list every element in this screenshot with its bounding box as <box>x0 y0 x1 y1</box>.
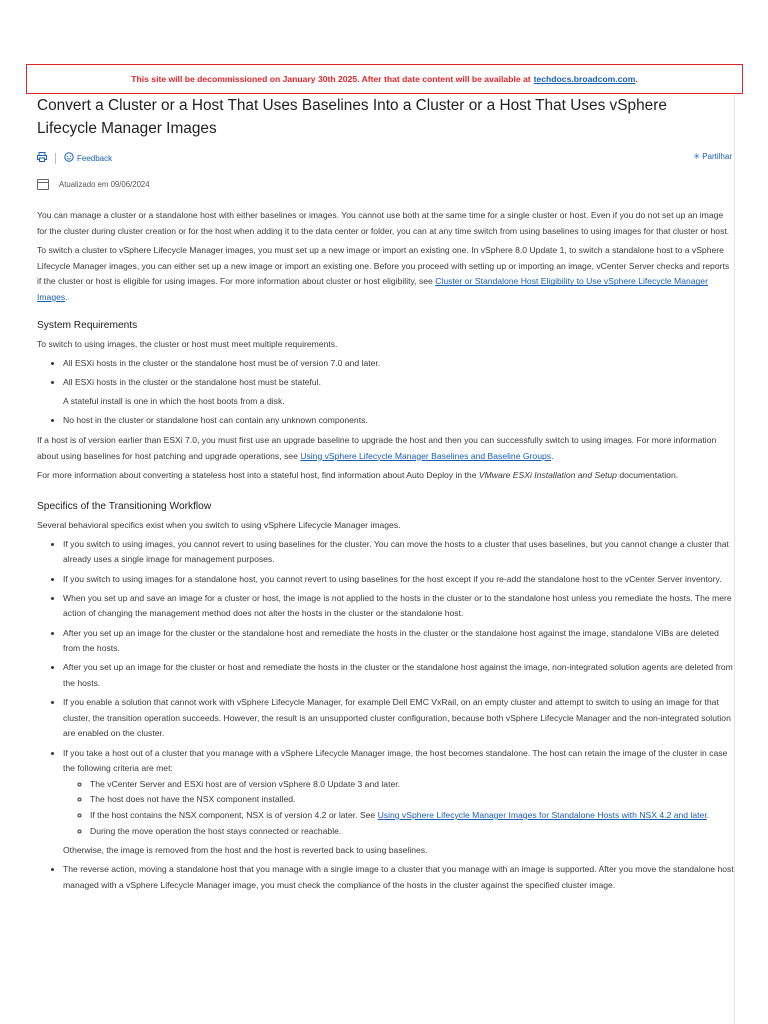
list-item: • No host in the cluster or standalone host can contain any unknown components. <box>63 413 734 429</box>
calendar-icon <box>37 179 49 190</box>
install-guide-title: VMware ESXi Installation and Setup <box>478 470 617 481</box>
decommission-banner <box>26 64 743 94</box>
feedback-icon[interactable] <box>64 152 74 164</box>
nsx-link[interactable]: Using vSphere Lifecycle Manager Images for Standalone Hosts with NSX 4.2 and later <box>377 809 707 820</box>
list-item: • If you switch to using images for a standalone host, you cannot revert to using baselines for the host except if you re-add the standalone host to the vCenter Server inventory. <box>63 572 734 588</box>
list-item: • If you switch to using images, you cannot revert to using baselines for the cluster. You can move the hosts to a cluster that uses baselines, but you cannot change a cluster that already uses a single image for management purposes. <box>63 537 734 568</box>
specifics-lead: Several behavioral specifics exist when you switch to using vSphere Lifecycle Manager images. <box>37 519 401 530</box>
list-item: • After you set up an image for the cluster or host and remediate the hosts in the cluster or the standalone host against the image, non-integrated solution agents are deleted from the hosts. <box>63 660 734 691</box>
list-item: • All ESXi hosts in the cluster or the standalone host must be stateful. A stateful install is one in which the host boots from a disk. <box>63 375 734 410</box>
updated-date <box>37 177 734 191</box>
article <box>37 94 735 1024</box>
page-title: Convert a Cluster or a Host That Uses Baselines Into a Cluster or a Host That Uses vSphere Lifecycle Manager Images <box>37 97 667 137</box>
baselines-link[interactable]: Using vSphere Lifecycle Manager Baselines and Baseline Groups <box>300 450 552 461</box>
otherwise-note: Otherwise, the image is removed from the host and the host is reverted back to using baselines. <box>63 845 428 856</box>
stateful-note: A stateful install is one in which the host boots from a disk. <box>63 396 285 407</box>
criteria-list <box>63 777 734 839</box>
intro-paragraph-2: To switch a cluster to vSphere Lifecycle Manager images, you must set up a new image or import an existing one. In vSphere 8.0 Update 1, to switch a standalone host to a vSphere Lifecycle Manager images, you can either set up a new image or import an existing one. Before you proceed with setting up or importing an image, vCenter Server checks and reports if the cluster or host is eligible for using images. For more information about cluster or host eligibility, see Cluster or Standalone Host Eligibility to Use vSphere Lifecycle Manager Images. <box>37 245 730 302</box>
banner-text: This site will be decommissioned on January 30th 2025. After that date content will be available at <box>131 74 531 84</box>
eligibility-link[interactable]: Cluster or Standalone Host Eligibility to Use vSphere Lifecycle Manager Images <box>37 276 708 302</box>
list-item: ◦ During the move operation the host stays connected or reachable. <box>90 824 734 840</box>
sysreq-lead: To switch to using images, the cluster or host must meet multiple requirements. <box>37 338 338 349</box>
banner-link[interactable]: techdocs.broadcom.com <box>533 74 636 84</box>
sysreq-after-2: For more information about converting a stateless host into a stateful host, find information about Auto Deploy in the VMware ESXi Installation and Setup documentation. <box>37 470 679 481</box>
share-button[interactable] <box>693 152 732 161</box>
article-toolbar <box>37 149 734 167</box>
specifics-heading: Specifics of the Transitioning Workflow <box>37 500 212 512</box>
list-item: • All ESXi hosts in the cluster or the standalone host must be of version 7.0 and later. <box>63 356 734 372</box>
list-item: ◦ If the host contains the NSX component, NSX is of version 4.2 or later. See Using vSphere Lifecycle Manager Images for Standalone Hosts with NSX 4.2 and later. <box>90 808 734 824</box>
share-icon: ✳︎ <box>693 152 700 161</box>
intro-paragraph-1: You can manage a cluster or a standalone host with either baselines or images. You cannot use both at the same time for a single cluster or host. Even if you do not set up an image for the cluster during cluster creation or for the host when adding it to the data center or folder, you can at any time switch from using baselines to using images for that cluster or host. <box>37 210 730 236</box>
list-item: ◦ The vCenter Server and ESXi host are of version vSphere 8.0 Update 3 and later. <box>90 777 734 793</box>
sysreq-after-1: If a host is of version earlier than ESXi 7.0, you must first use an upgrade baseline to upgrade the host and then you can successfully switch to using images. For more information about using baselines for host patching and upgrade operations, see Using vSphere Lifecycle Manager Baselines and Baseline Groups. <box>37 434 717 461</box>
toolbar-divider <box>55 153 56 164</box>
updated-text: Atualizado em 09/06/2024 <box>59 179 150 189</box>
share-label: Partilhar <box>702 152 732 161</box>
system-requirements-heading: System Requirements <box>37 319 138 331</box>
list-item: • After you set up an image for the cluster or the standalone host and remediate the hosts in the cluster or the standalone host against the image, standalone VIBs are deleted from the hosts. <box>63 626 734 657</box>
banner-end: . <box>635 74 638 84</box>
list-item: • The reverse action, moving a standalone host that you manage with a single image to a cluster that you manage with an image is supported. After you move the standalone host managed with a vSphere Lifecycle Manager image, you must check the compliance of the hosts in the cluster against the specified cluster image. <box>63 862 734 893</box>
sysreq-list <box>37 356 734 429</box>
list-item: • If you enable a solution that cannot work with vSphere Lifecycle Manager, for example Dell EMC VxRail, on an empty cluster and attempt to switch to using an image for that cluster, the transition operation succeeds. However, the result is an unsupported cluster configuration, because both vSphere Lifecycle Manager and the non-integrated solution are enabled on the cluster. <box>63 695 734 742</box>
feedback-link[interactable]: Feedback <box>77 153 113 163</box>
list-item: ◦ The host does not have the NSX component installed. <box>90 792 734 808</box>
list-item: • If you take a host out of a cluster that you manage with a vSphere Lifecycle Manager image, the host becomes standalone. The host can retain the image of the cluster in case the following criteria are met: ◦ The vCenter Server and ESXi host are of version vSphere 8.0 Update 3 and later. ◦ The host does not have the NSX component installed. ◦ If the host contains the NSX component, NSX is of version 4.2 or later. See Using vSphere Lifecycle Manager Images for Standalone Hosts with NSX 4.2 and later. ◦ During the move operation the host stays connected or reachable. Otherwise, the image is removed from the host and the host is reverted back to using baselines. <box>63 746 734 859</box>
print-icon[interactable] <box>37 152 47 164</box>
list-item: • When you set up and save an image for a cluster or host, the image is not applied to the hosts in the cluster or to the standalone host unless you remediate the hosts. The mere action of changing the management method does not alter the hosts in the cluster or the standalone host. <box>63 591 734 622</box>
specifics-list <box>37 537 734 894</box>
